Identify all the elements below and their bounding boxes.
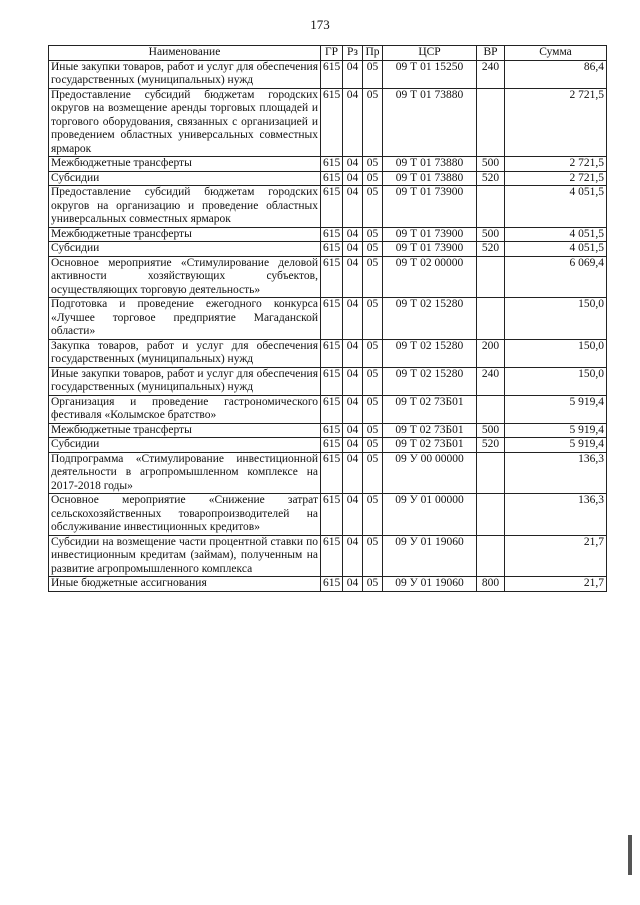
cell-rz: 04 — [343, 452, 363, 494]
cell-vr: 520 — [477, 438, 505, 453]
cell-sum: 6 069,4 — [505, 256, 607, 298]
cell-pr: 05 — [363, 298, 383, 340]
cell-gr: 615 — [321, 367, 343, 395]
cell-name: Межбюджетные трансферты — [49, 423, 321, 438]
header-gr: ГР — [321, 46, 343, 61]
cell-csr: 09 Т 01 15250 — [383, 60, 477, 88]
cell-gr: 615 — [321, 256, 343, 298]
cell-sum: 5 919,4 — [505, 438, 607, 453]
cell-csr: 09 Т 01 73880 — [383, 171, 477, 186]
cell-rz: 04 — [343, 88, 363, 157]
cell-name: Основное мероприятие «Стимулирование деловой активности хозяйствующих субъектов, осуществляющих торговую деятельность» — [49, 256, 321, 298]
cell-vr: 520 — [477, 242, 505, 257]
cell-vr: 520 — [477, 171, 505, 186]
cell-csr: 09 У 01 00000 — [383, 494, 477, 536]
cell-name: Предоставление субсидий бюджетам городских округов на возмещение аренды торговых площадей и торгового оборудования, связанных с организацией и проведением областных универсальных совместных ярмарок — [49, 88, 321, 157]
cell-rz: 04 — [343, 227, 363, 242]
cell-gr: 615 — [321, 438, 343, 453]
cell-gr: 615 — [321, 577, 343, 592]
cell-pr: 05 — [363, 535, 383, 577]
cell-pr: 05 — [363, 157, 383, 172]
cell-rz: 04 — [343, 577, 363, 592]
header-csr: ЦСР — [383, 46, 477, 61]
cell-csr: 09 Т 02 15280 — [383, 367, 477, 395]
cell-csr: 09 У 01 19060 — [383, 535, 477, 577]
cell-pr: 05 — [363, 186, 383, 228]
cell-name: Закупка товаров, работ и услуг для обеспечения государственных (муниципальных) нужд — [49, 339, 321, 367]
cell-rz: 04 — [343, 186, 363, 228]
cell-gr: 615 — [321, 423, 343, 438]
table-row — [49, 577, 607, 592]
cell-rz: 04 — [343, 423, 363, 438]
cell-sum: 21,7 — [505, 577, 607, 592]
cell-name: Межбюджетные трансферты — [49, 227, 321, 242]
cell-name: Иные бюджетные ассигнования — [49, 577, 321, 592]
table-row — [49, 367, 607, 395]
cell-gr: 615 — [321, 186, 343, 228]
cell-sum: 136,3 — [505, 452, 607, 494]
table-row — [49, 88, 607, 157]
cell-rz: 04 — [343, 494, 363, 536]
cell-vr — [477, 256, 505, 298]
cell-sum: 4 051,5 — [505, 186, 607, 228]
cell-pr: 05 — [363, 227, 383, 242]
cell-gr: 615 — [321, 60, 343, 88]
page-number: 173 — [310, 17, 330, 32]
cell-rz: 04 — [343, 298, 363, 340]
cell-sum: 2 721,5 — [505, 157, 607, 172]
cell-pr: 05 — [363, 88, 383, 157]
cell-vr — [477, 88, 505, 157]
table-row — [49, 298, 607, 340]
table-row — [49, 535, 607, 577]
table-row — [49, 452, 607, 494]
cell-vr — [477, 494, 505, 536]
cell-gr: 615 — [321, 395, 343, 423]
cell-sum: 150,0 — [505, 339, 607, 367]
cell-csr: 09 Т 01 73880 — [383, 157, 477, 172]
table-row — [49, 339, 607, 367]
cell-sum: 5 919,4 — [505, 395, 607, 423]
cell-pr: 05 — [363, 367, 383, 395]
cell-gr: 615 — [321, 494, 343, 536]
cell-name: Субсидии — [49, 171, 321, 186]
table-row — [49, 494, 607, 536]
cell-pr: 05 — [363, 242, 383, 257]
table-header-row — [49, 46, 607, 61]
cell-vr — [477, 186, 505, 228]
cell-rz: 04 — [343, 535, 363, 577]
cell-vr: 800 — [477, 577, 505, 592]
cell-gr: 615 — [321, 535, 343, 577]
cell-vr: 500 — [477, 227, 505, 242]
cell-vr: 500 — [477, 157, 505, 172]
cell-csr: 09 Т 02 73Б01 — [383, 423, 477, 438]
cell-rz: 04 — [343, 395, 363, 423]
cell-gr: 615 — [321, 242, 343, 257]
cell-csr: 09 Т 01 73900 — [383, 242, 477, 257]
header-name: Наименование — [49, 46, 321, 61]
cell-rz: 04 — [343, 438, 363, 453]
cell-csr: 09 Т 01 73900 — [383, 186, 477, 228]
table-row — [49, 423, 607, 438]
cell-rz: 04 — [343, 339, 363, 367]
table-body — [49, 60, 607, 591]
table-row — [49, 171, 607, 186]
cell-vr — [477, 395, 505, 423]
cell-gr: 615 — [321, 298, 343, 340]
cell-csr: 09 Т 01 73900 — [383, 227, 477, 242]
table-row — [49, 242, 607, 257]
cell-pr: 05 — [363, 577, 383, 592]
cell-pr: 05 — [363, 494, 383, 536]
header-pr: Пр — [363, 46, 383, 61]
header-vr: ВР — [477, 46, 505, 61]
cell-rz: 04 — [343, 256, 363, 298]
cell-sum: 2 721,5 — [505, 88, 607, 157]
cell-csr: 09 У 00 00000 — [383, 452, 477, 494]
cell-rz: 04 — [343, 242, 363, 257]
cell-gr: 615 — [321, 171, 343, 186]
cell-pr: 05 — [363, 452, 383, 494]
cell-name: Иные закупки товаров, работ и услуг для обеспечения государственных (муниципальных) нужд — [49, 60, 321, 88]
budget-table — [48, 45, 607, 592]
cell-csr: 09 Т 01 73880 — [383, 88, 477, 157]
cell-name: Подготовка и проведение ежегодного конкурса «Лучшее торговое предприятие Магаданской области» — [49, 298, 321, 340]
cell-vr: 240 — [477, 60, 505, 88]
cell-csr: 09 Т 02 73Б01 — [383, 395, 477, 423]
table-row — [49, 60, 607, 88]
cell-name: Организация и проведение гастрономического фестиваля «Колымское братство» — [49, 395, 321, 423]
cell-name: Межбюджетные трансферты — [49, 157, 321, 172]
cell-vr: 200 — [477, 339, 505, 367]
cell-csr: 09 Т 02 73Б01 — [383, 438, 477, 453]
cell-csr: 09 Т 02 15280 — [383, 339, 477, 367]
cell-gr: 615 — [321, 227, 343, 242]
cell-vr: 240 — [477, 367, 505, 395]
table-row — [49, 186, 607, 228]
cell-csr: 09 У 01 19060 — [383, 577, 477, 592]
cell-sum: 5 919,4 — [505, 423, 607, 438]
cell-vr: 500 — [477, 423, 505, 438]
cell-sum: 2 721,5 — [505, 171, 607, 186]
cell-name: Субсидии — [49, 438, 321, 453]
cell-gr: 615 — [321, 88, 343, 157]
cell-name: Иные закупки товаров, работ и услуг для обеспечения государственных (муниципальных) нужд — [49, 367, 321, 395]
cell-gr: 615 — [321, 339, 343, 367]
cell-pr: 05 — [363, 171, 383, 186]
cell-pr: 05 — [363, 60, 383, 88]
cell-name: Подпрограмма «Стимулирование инвестиционной деятельности в агропромышленном комплексе на 2017-2018 годы» — [49, 452, 321, 494]
cell-rz: 04 — [343, 60, 363, 88]
table-row — [49, 395, 607, 423]
cell-pr: 05 — [363, 256, 383, 298]
cell-sum: 4 051,5 — [505, 242, 607, 257]
table-row — [49, 227, 607, 242]
header-sum: Сумма — [505, 46, 607, 61]
cell-rz: 04 — [343, 367, 363, 395]
cell-pr: 05 — [363, 438, 383, 453]
cell-rz: 04 — [343, 157, 363, 172]
cell-sum: 150,0 — [505, 298, 607, 340]
table-row — [49, 157, 607, 172]
cell-pr: 05 — [363, 339, 383, 367]
cell-pr: 05 — [363, 423, 383, 438]
cell-sum: 86,4 — [505, 60, 607, 88]
header-rz: Рз — [343, 46, 363, 61]
cell-vr — [477, 298, 505, 340]
cell-sum: 150,0 — [505, 367, 607, 395]
cell-name: Субсидии на возмещение части процентной ставки по инвестиционным кредитам (займам), полученным на развитие агропромышленного комплекса — [49, 535, 321, 577]
cell-sum: 21,7 — [505, 535, 607, 577]
cell-sum: 136,3 — [505, 494, 607, 536]
cell-vr — [477, 535, 505, 577]
cell-name: Субсидии — [49, 242, 321, 257]
cell-csr: 09 Т 02 00000 — [383, 256, 477, 298]
cell-gr: 615 — [321, 157, 343, 172]
table-row — [49, 256, 607, 298]
table-row — [49, 438, 607, 453]
cell-name: Предоставление субсидий бюджетам городских округов на организацию и проведение областных универсальных совместных ярмарок — [49, 186, 321, 228]
cell-rz: 04 — [343, 171, 363, 186]
scan-edge-mark — [628, 835, 632, 875]
cell-gr: 615 — [321, 452, 343, 494]
cell-pr: 05 — [363, 395, 383, 423]
cell-name: Основное мероприятие «Снижение затрат сельскохозяйственных товаропроизводителей на обслуживание инвестиционных кредитов» — [49, 494, 321, 536]
cell-vr — [477, 452, 505, 494]
cell-csr: 09 Т 02 15280 — [383, 298, 477, 340]
cell-sum: 4 051,5 — [505, 227, 607, 242]
